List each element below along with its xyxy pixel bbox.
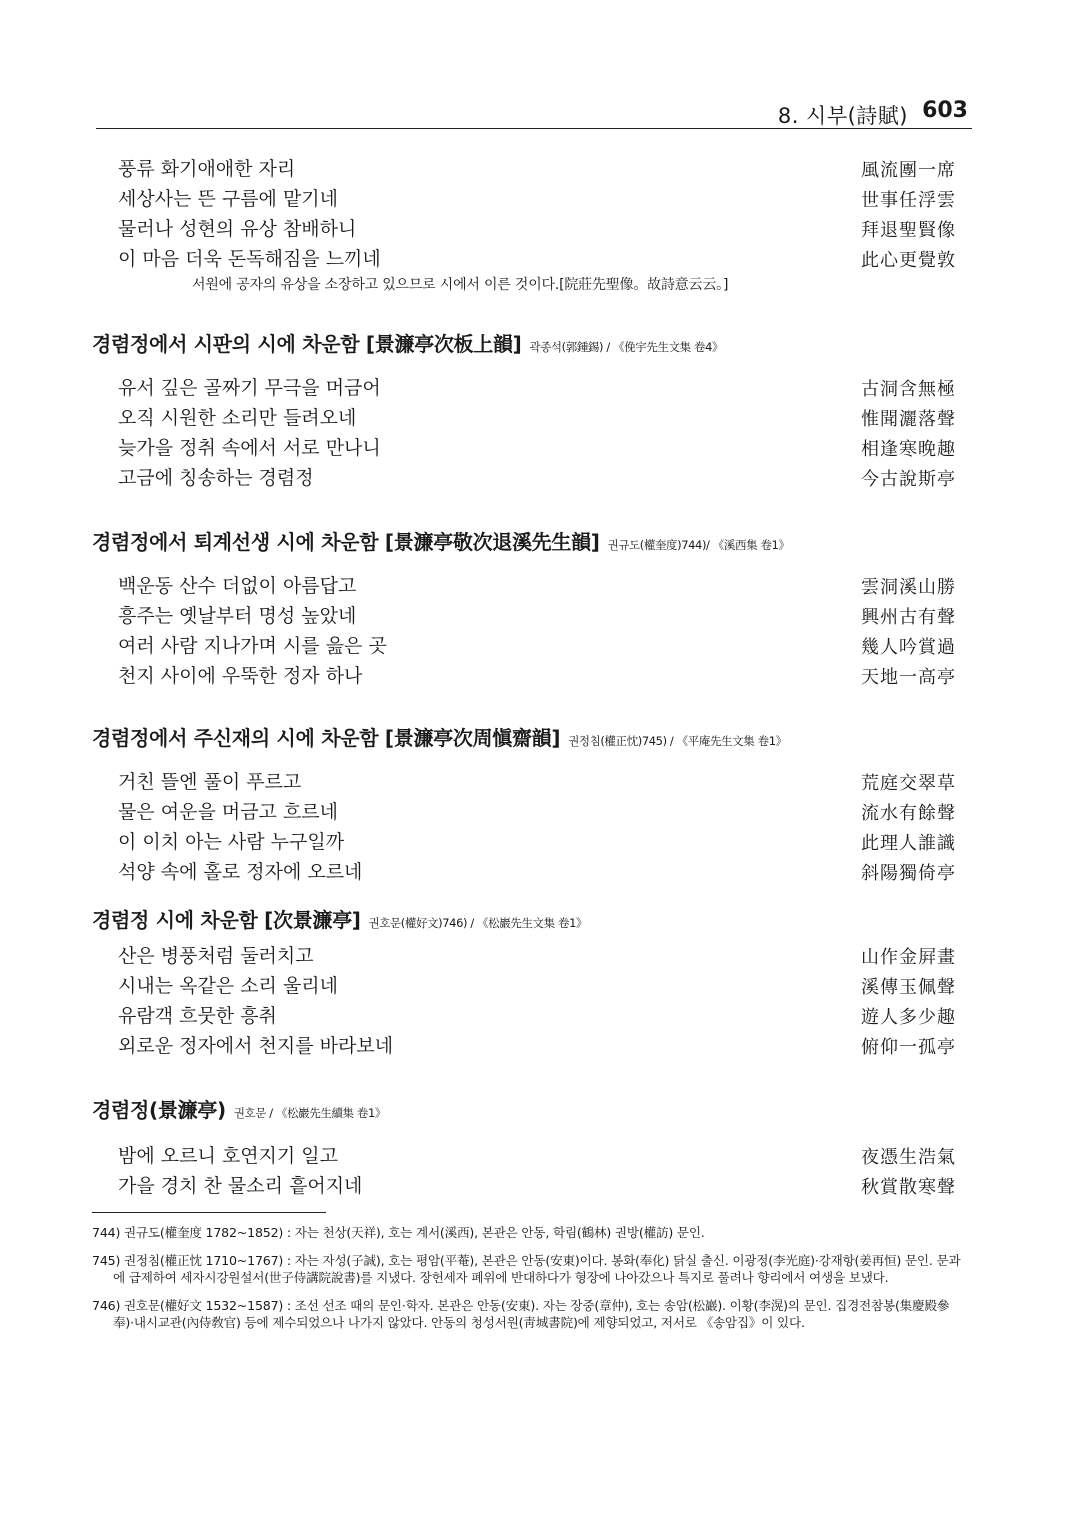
verse-line [92, 371, 972, 401]
verse-line [92, 569, 972, 599]
verse-korean: 흥주는 옛날부터 명성 높았네 [118, 605, 357, 627]
verse-hanja: 此理人誰識 [861, 833, 956, 854]
verse-line [92, 659, 972, 689]
verse-korean: 석양 속에 홀로 정자에 오르네 [118, 861, 363, 883]
verse-hanja: 天地一高亭 [861, 667, 956, 688]
verse-korean: 오직 시원한 소리만 들려오네 [118, 407, 357, 429]
page-number: 603 [922, 98, 968, 123]
verse-line [92, 401, 972, 431]
verse-korean: 유람객 흐뭇한 흥취 [118, 1005, 277, 1027]
verse-korean: 유서 깊은 골짜기 무극을 머금어 [118, 377, 381, 399]
poem-section [92, 526, 972, 689]
verse-note: 서원에 공자의 유상을 소장하고 있으므로 시에서 이른 것이다.[院莊先聖像。故詩意云云。] [192, 277, 729, 293]
footnote-divider [92, 1212, 326, 1213]
verse-korean: 시내는 옥같은 소리 울리네 [118, 975, 339, 997]
poem-title: 경렴정에서 주신재의 시에 차운함 [景濂亭次周愼齋韻] [92, 726, 561, 750]
verse-hanja: 俯仰一孤亭 [861, 1037, 956, 1058]
verse-korean: 이 이치 아는 사람 누구일까 [118, 831, 345, 853]
verse-line [92, 242, 972, 272]
verse-hanja: 山作金屛畫 [861, 947, 956, 968]
verse-korean: 가을 경치 찬 물소리 흩어지네 [118, 1175, 363, 1197]
verse-korean: 세상사는 뜬 구름에 맡기네 [118, 188, 339, 210]
verse-hanja: 幾人吟賞過 [861, 637, 956, 658]
verse-line [92, 969, 972, 999]
verse-line [92, 999, 972, 1029]
poem-title: 경렴정(景濂亭) [92, 1098, 226, 1122]
poem-section [92, 1094, 972, 1199]
verse-korean: 밤에 오르니 호연지기 일고 [118, 1145, 339, 1167]
verse-hanja: 斜陽獨倚亭 [861, 863, 956, 884]
poem-section [92, 328, 972, 491]
verse-line [92, 939, 972, 969]
footnote-745: 745) 권정침(權正忱 1710~1767) : 자는 자성(子誠), 호는 평암(平菴), 본관은 안동(安東)이다. 봉화(奉化) 닭실 출신. 이광정(李光庭)·강재항(姜再恒) 문인. 문과에 급제하여 세자시강원설서(世子侍講院說書)를 지냈다. 장헌세자 폐위에 반대하다가 형장에 나아갔으나 특지로 풀려나 향리에서 여생을 보냈다. [92, 1253, 961, 1285]
verse-hanja: 相逢寒晚趣 [861, 439, 956, 460]
footnotes [92, 1224, 962, 1342]
verse-hanja: 惟聞灑落聲 [861, 409, 956, 430]
running-title: 8. 시부(詩賦) [777, 104, 908, 128]
poem-title: 경렴정 시에 차운함 [次景濂亭] [92, 908, 361, 932]
verse-hanja: 今古說斯亭 [861, 469, 956, 490]
poem-title: 경렴정에서 퇴계선생 시에 차운함 [景濂亭敬次退溪先生韻] [92, 530, 600, 554]
verse-hanja: 此心更覺敦 [861, 250, 956, 271]
verse-line [92, 461, 972, 491]
verse-line [92, 1029, 972, 1059]
verse-hanja: 溪傳玉佩聲 [861, 977, 956, 998]
poem-heading [92, 904, 972, 933]
verse-line [92, 629, 972, 659]
footnote-744: 744) 권규도(權奎度 1782~1852) : 자는 천상(天祥), 호는 계서(溪西), 본관은 안동, 학림(鶴林) 권방(權訪) 문인. [92, 1225, 705, 1240]
poem-author-source: 권정침(權正忱)745) / 《平庵先生文集 卷1》 [568, 734, 787, 748]
poem-section [92, 722, 972, 885]
verse-line [92, 212, 972, 242]
verse-korean: 물은 여운을 머금고 흐르네 [118, 801, 339, 823]
verse-line [92, 1139, 972, 1169]
verse-line [92, 152, 972, 182]
poem-heading [92, 328, 972, 357]
verse-korean: 거친 뜰엔 풀이 푸르고 [118, 771, 302, 793]
poem-author-source: 권호문(權好文)746) / 《松巖先生文集 卷1》 [368, 916, 588, 930]
page-header [96, 92, 972, 129]
poem-author-source: 곽종석(郭鍾錫) / 《俛宇先生文集 卷4》 [529, 340, 724, 354]
verse-hanja: 秋賞散寒聲 [861, 1177, 956, 1198]
verse-korean: 늦가을 정취 속에서 서로 만나니 [118, 437, 381, 459]
footnote-746: 746) 권호문(權好文 1532~1587) : 조선 선조 때의 문인·학자. 본관은 안동(安東). 자는 장중(章仲), 호는 송암(松巖). 이황(李滉)의 문인. 집경전참봉(集慶殿參奉)·내시교관(內侍敎官) 등에 제수되었으나 나가지 않았다. 안동의 청성서원(靑城書院)에 제향되었고, 저서로 《송암집》이 있다. [92, 1298, 950, 1330]
intro-stanza [92, 152, 972, 294]
verse-line [92, 182, 972, 212]
poem-author-source: 권규도(權奎度)744)/ 《溪西集 卷1》 [607, 538, 790, 552]
verse-korean: 여러 사람 지나가며 시를 읊은 곳 [118, 635, 387, 657]
poem-heading [92, 526, 972, 555]
verse-korean: 백운동 산수 더없이 아름답고 [118, 575, 357, 597]
poem-heading [92, 1094, 972, 1123]
verse-hanja: 興州古有聲 [861, 607, 956, 628]
verse-hanja: 世事任浮雲 [861, 190, 956, 211]
verse-korean: 고금에 칭송하는 경렴정 [118, 467, 314, 489]
verse-hanja: 雲洞溪山勝 [861, 577, 956, 598]
verse-hanja: 遊人多少趣 [861, 1007, 956, 1028]
verse-hanja: 拜退聖賢像 [861, 220, 956, 241]
verse-line [92, 599, 972, 629]
verse-line [92, 855, 972, 885]
verse-line [92, 825, 972, 855]
verse-korean: 이 마음 더욱 돈독해짐을 느끼네 [118, 248, 381, 270]
poem-title: 경렴정에서 시판의 시에 차운함 [景濂亭次板上韻] [92, 332, 522, 356]
poem-author-source: 권호문 / 《松巖先生續集 卷1》 [233, 1106, 387, 1120]
verse-korean: 물러나 성현의 유상 참배하니 [118, 218, 357, 240]
verse-korean: 풍류 화기애애한 자리 [118, 158, 296, 180]
verse-korean: 천지 사이에 우뚝한 정자 하나 [118, 665, 363, 687]
verse-line [92, 1169, 972, 1199]
poem-heading [92, 722, 972, 751]
verse-line [92, 795, 972, 825]
verse-hanja: 荒庭交翠草 [861, 773, 956, 794]
poem-section [92, 904, 972, 1059]
verse-korean: 산은 병풍처럼 둘러치고 [118, 945, 314, 967]
verse-hanja: 流水有餘聲 [861, 803, 956, 824]
verse-hanja: 風流團一席 [861, 160, 956, 181]
verse-korean: 외로운 정자에서 천지를 바라보네 [118, 1035, 394, 1057]
verse-hanja: 夜憑生浩氣 [861, 1147, 956, 1168]
verse-hanja: 古洞含無極 [861, 379, 956, 400]
verse-line [92, 431, 972, 461]
verse-line [92, 765, 972, 795]
